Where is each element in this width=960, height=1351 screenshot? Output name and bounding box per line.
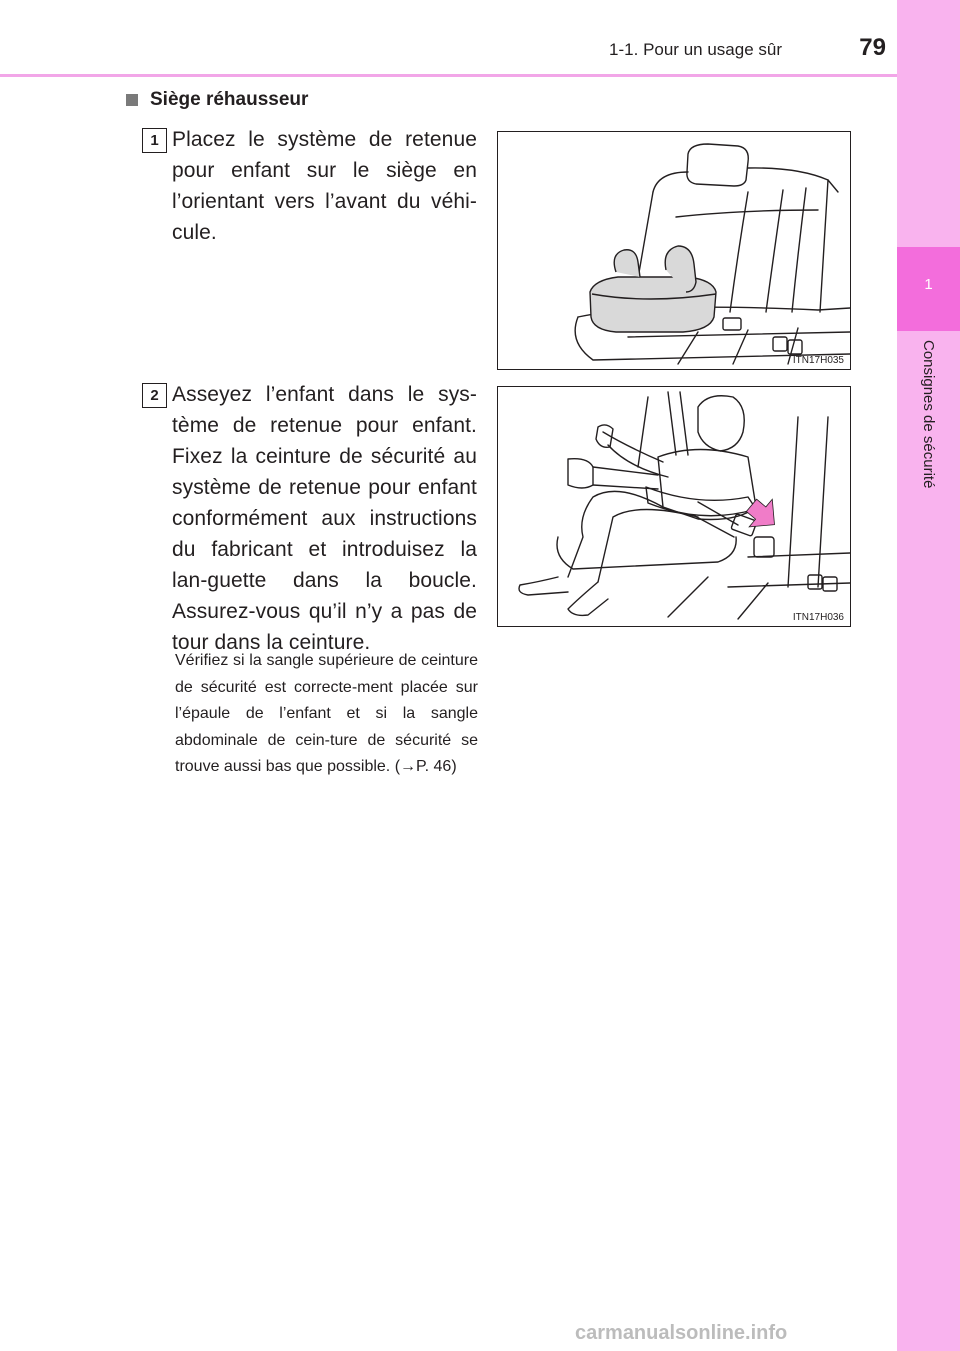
insert-arrow-icon bbox=[740, 492, 786, 539]
figure-child-seatbelt bbox=[497, 386, 851, 627]
figure-booster-seat bbox=[497, 131, 851, 370]
header-section-title: 1-1. Pour un usage sûr bbox=[609, 40, 782, 59]
page-number: 79 bbox=[859, 34, 886, 61]
square-bullet-icon bbox=[126, 94, 138, 106]
booster-seat-illustration bbox=[498, 132, 850, 369]
step-2-number: 2 bbox=[142, 383, 167, 408]
step-1-text: Placez le système de retenue pour enfant sur le siège en l’orientant vers l’avant du véhi-cule. bbox=[172, 128, 477, 244]
child-seatbelt-illustration bbox=[498, 387, 850, 626]
step-1-number: 1 bbox=[142, 128, 167, 153]
section-title bbox=[126, 89, 308, 111]
section-title-text: Siège réhausseur bbox=[150, 89, 309, 110]
chapter-label: Consignes de sécurité bbox=[920, 340, 937, 489]
watermark: carmanualsonline.info bbox=[575, 1322, 788, 1344]
chapter-number: 1 bbox=[924, 276, 933, 293]
step-2-note: Vérifiez si la sangle supérieure de ceinture de sécurité est correcte-ment placée sur l’épaule de l’enfant et si la sangle abdominale de cein-ture de sécurité se trouve aussi bas que possible. (→P. 46) bbox=[175, 652, 478, 775]
step-2-text: Asseyez l’enfant dans le sys-tème de retenue pour enfant. Fixez la ceinture de sécurité au système de retenue pour enfant conformément aux instructions du fabricant et introduisez la lan-guette dans la boucle. Assurez-vous qu’il n’y a pas de tour dans la ceinture. bbox=[172, 383, 477, 654]
figure-2-code: ITN17H036 bbox=[792, 612, 844, 623]
chapter-side-tab[interactable] bbox=[897, 0, 960, 1351]
header-rule bbox=[0, 74, 897, 77]
figure-1-code: ITN17H035 bbox=[792, 355, 844, 366]
